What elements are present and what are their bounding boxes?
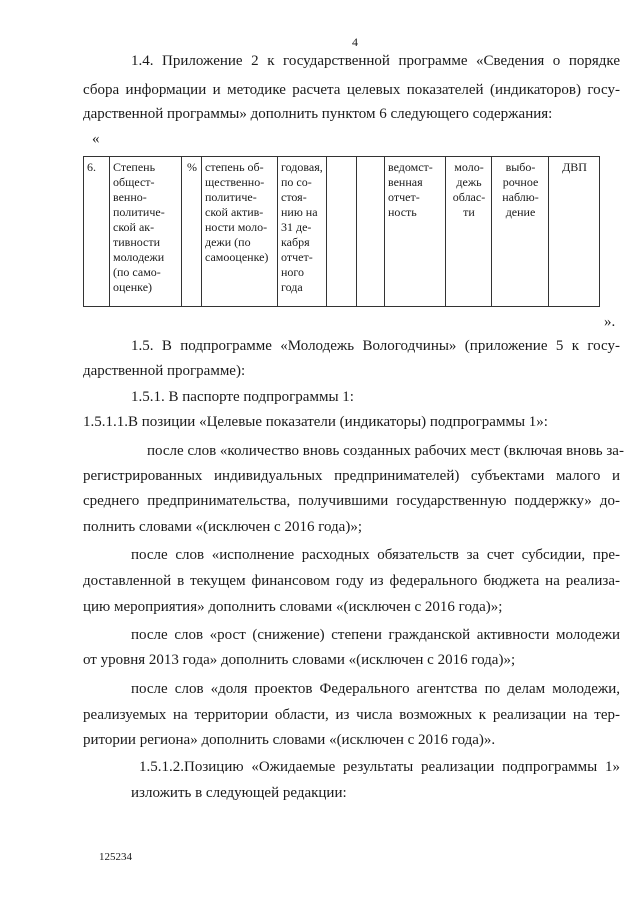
body-line: после слов «рост (снижение) степени гражданской активности молодежи xyxy=(131,627,620,643)
body-line: 1.5.1. В паспорте подпрограммы 1: xyxy=(131,389,354,405)
body-line: доставленной в текущем финансовом году из федерального бюджета на реализа- xyxy=(83,573,620,589)
cell-number: 6. xyxy=(84,157,110,307)
cell-definition: степень об-щественно-политиче-ской актив-ности моло-дежи (по самооценке) xyxy=(202,157,278,307)
body-line: 1.5. В подпрограмме «Молодежь Вологодчины» (приложение 5 к госу- xyxy=(131,338,620,354)
body-line: 1.5.1.1.В позиции «Целевые показатели (индикаторы) подпрограммы 1»: xyxy=(83,414,548,430)
body-line: после слов «количество вновь созданных рабочих мест (включая вновь за- xyxy=(147,443,624,459)
body-line: после слов «исполнение расходных обязательств за счет субсидии, пре- xyxy=(131,547,620,563)
open-quote: « xyxy=(92,131,100,147)
body-line: дарственной программе): xyxy=(83,363,246,379)
intro-line-3: дарственной программы» дополнить пунктом 6 следующего содержания: xyxy=(83,106,553,122)
document-number: 125234 xyxy=(99,851,132,863)
cell-method: выбо-рочное наблю-дение xyxy=(492,157,549,307)
intro-line-1: 1.4. Приложение 2 к государственной программе «Сведения о порядке xyxy=(131,53,620,69)
cell-empty-2 xyxy=(357,157,385,307)
cell-periodicity: годовая, по со-стоя-нию на 31 де-кабря отчет-ного года xyxy=(278,157,327,307)
body-line: после слов «доля проектов Федерального агентства по делам молодежи, xyxy=(131,681,620,697)
page-number: 4 xyxy=(352,35,358,49)
body-line: среднего предпринимательства, получившими государственную поддержку» до- xyxy=(83,493,620,509)
body-line: регистрированных индивидуальных предпринимателей) субъектами малого и xyxy=(83,468,620,484)
body-line: 1.5.1.2.Позицию «Ожидаемые результаты реализации подпрограммы 1» xyxy=(139,759,620,775)
cell-unit: % xyxy=(182,157,202,307)
table-row xyxy=(84,157,600,307)
cell-indicator-name: Степень общест-венно-политиче-ской ак-тивности молодежи (по само-оценке) xyxy=(110,157,182,307)
cell-data-source: ведомст-венная отчет-ность xyxy=(385,157,446,307)
body-line: полнить словами «(исключен с 2016 года)»; xyxy=(83,519,362,535)
body-line: цию мероприятия» дополнить словами «(исключен с 2016 года)»; xyxy=(83,599,503,615)
body-line: ритории региона» дополнить словами «(исключен с 2016 года)». xyxy=(83,732,496,748)
body-line: реализуемых на территории области, из числа возможных к реализации на тер- xyxy=(83,707,620,723)
close-quote: ». xyxy=(604,314,616,330)
indicator-table xyxy=(83,156,600,307)
body-line: от уровня 2013 года» дополнить словами «(исключен с 2016 года)»; xyxy=(83,652,516,668)
cell-responsible: ДВП xyxy=(549,157,600,307)
body-line: изложить в следующей редакции: xyxy=(131,785,347,801)
cell-population: моло-дежь облас-ти xyxy=(446,157,492,307)
intro-line-2: сбора информации и методике расчета целевых показателей (индикаторов) госу- xyxy=(83,82,620,98)
cell-empty-1 xyxy=(327,157,357,307)
